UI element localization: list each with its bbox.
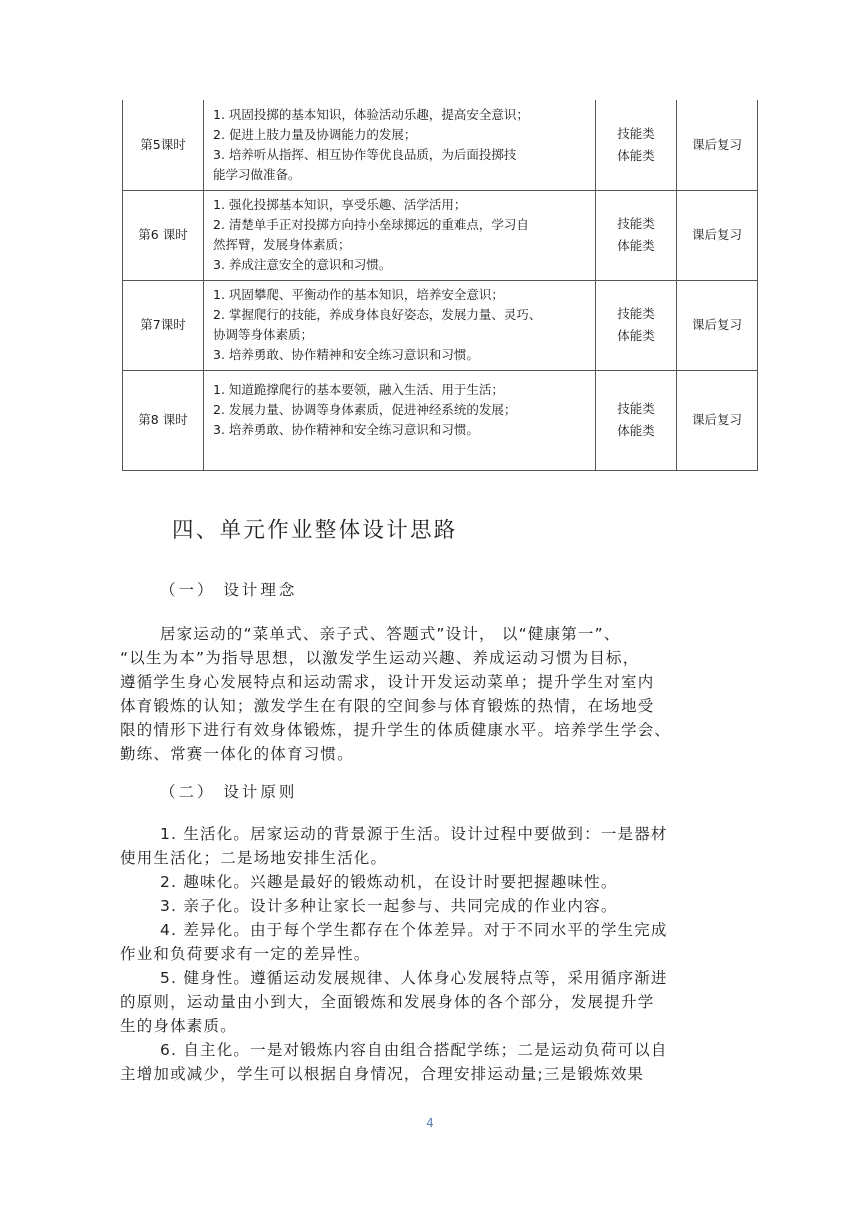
type-label: 体能类 xyxy=(617,328,655,343)
goal-line: 1. 巩固投掷的基本知识，体验活动乐趣，提高安全意识； xyxy=(213,106,529,122)
principle-line: 3. 亲子化。设计多种让家长一起参与、共同完成的作业内容。 xyxy=(160,897,618,915)
paragraph-line: “以生为本”为指导思想，以激发学生运动兴趣、养成运动习惯为目标， xyxy=(120,649,640,667)
goals-cell xyxy=(204,370,596,470)
principle-line: 主增加或减少，学生可以根据自身情况，合理安排运动量;三是锻炼效果 xyxy=(120,1065,645,1083)
type-cell xyxy=(596,370,677,470)
type-label: 技能类 xyxy=(617,401,655,416)
goal-line: 2. 发展力量、协调等身体素质，促进神经系统的发展； xyxy=(213,402,517,417)
paragraph-line: 体育锻炼的认知；激发学生在有限的空间参与体育锻炼的热情，在场地受 xyxy=(120,697,655,715)
goals-cell xyxy=(204,100,596,190)
type-label: 体能类 xyxy=(617,423,655,438)
goal-line xyxy=(213,440,589,460)
principle-line: 4. 差异化。由于每个学生都存在个体差异。对于不同水平的学生完成 xyxy=(160,921,668,939)
lesson-cell: 第8 课时 xyxy=(123,370,204,470)
type-label: 技能类 xyxy=(617,125,655,141)
goal-line: 3. 培养勇敢、协作精神和安全练习意识和习惯。 xyxy=(213,347,479,362)
goal-line: 然挥臂，发展身体素质； xyxy=(213,237,351,252)
paragraph-line: 勤练、常赛一体化的体育习惯。 xyxy=(120,745,354,763)
type-cell xyxy=(596,280,677,370)
type-label: 技能类 xyxy=(617,306,655,321)
design-principles-list xyxy=(120,822,740,1086)
type-label: 技能类 xyxy=(617,216,655,231)
table-row xyxy=(123,280,758,370)
principle-line: 使用生活化；二是场地安排生活化。 xyxy=(120,849,388,867)
table-row xyxy=(123,190,758,280)
homework-cell: 课后复习 xyxy=(677,370,758,470)
homework-cell: 课后复习 xyxy=(677,190,758,280)
goal-line: 1. 巩固攀爬、平衡动作的基本知识，培养安全意识； xyxy=(213,287,504,302)
paragraph-line: 限的情形下进行有效身体锻炼，提升学生的体质健康水平。培养学生学会、 xyxy=(120,721,672,739)
goal-line: 3. 培养勇敢、协作精神和安全练习意识和习惯。 xyxy=(213,422,479,437)
goal-line: 1. 知道跪撑爬行的基本要领，融入生活、用于生活； xyxy=(213,382,504,397)
goals-cell xyxy=(204,280,596,370)
page-number: 4 xyxy=(426,1116,434,1130)
goal-line: 2. 掌握爬行的技能，养成身体良好姿态，发展力量、灵巧、 xyxy=(213,307,542,322)
subheading-design-principles: （二） 设计原则 xyxy=(160,783,298,801)
type-cell xyxy=(596,190,677,280)
lesson-cell: 第7课时 xyxy=(123,280,204,370)
goals-cell xyxy=(204,190,596,280)
principle-line: 2. 趣味化。兴趣是最好的锻炼动机，在设计时要把握趣味性。 xyxy=(160,873,618,891)
lesson-cell: 第6 课时 xyxy=(123,190,204,280)
lesson-table xyxy=(122,100,758,471)
principle-line: 的原则，运动量由小到大，全面锻炼和发展身体的各个部分，发展提升学 xyxy=(120,993,655,1011)
subheading-design-concept: （一） 设计理念 xyxy=(160,581,298,599)
type-cell xyxy=(596,100,677,190)
homework-cell: 课后复习 xyxy=(677,100,758,190)
paragraph-line: 遵循学生身心发展特点和运动需求，设计开发运动菜单；提升学生对室内 xyxy=(120,673,655,691)
principle-line: 6. 自主化。一是对锻炼内容自由组合搭配学练；二是运动负荷可以自 xyxy=(160,1041,668,1059)
table-row xyxy=(123,370,758,470)
goal-line: 2. 促进上肢力量及协调能力的发展； xyxy=(213,126,417,142)
principle-line: 5. 健身性。遵循运动发展规律、人体身心发展特点等，采用循序渐进 xyxy=(160,969,668,987)
type-label: 体能类 xyxy=(617,238,655,253)
type-label: 体能类 xyxy=(617,147,655,163)
design-concept-paragraph xyxy=(120,622,740,766)
goal-line: 3. 培养听从指挥、相互协作等优良品质，为后面投掷技 xyxy=(213,146,517,162)
homework-cell: 课后复习 xyxy=(677,280,758,370)
goal-line: 能学习做准备。 xyxy=(213,166,301,182)
principle-line: 1. 生活化。居家运动的背景源于生活。设计过程中要做到：一是器材 xyxy=(160,825,668,843)
section-heading: 四、单元作业整体设计思路 xyxy=(172,518,458,543)
goal-line: 1. 强化投掷基本知识，享受乐趣、活学活用； xyxy=(213,197,467,212)
table-row xyxy=(123,100,758,190)
paragraph-line: 居家运动的“菜单式、亲子式、答题式”设计， 以“健康第一”、 xyxy=(160,625,621,643)
principle-line: 生的身体素质。 xyxy=(120,1017,237,1035)
lesson-plan-table xyxy=(122,100,740,471)
principle-line: 作业和负荷要求有一定的差异性。 xyxy=(120,945,371,963)
goal-line: 2. 清楚单手正对投掷方向持小垒球掷远的重难点，学习自 xyxy=(213,217,529,232)
goal-line: 协调等身体素质； xyxy=(213,327,314,342)
goal-line: 3. 养成注意安全的意识和习惯。 xyxy=(213,257,392,272)
lesson-cell: 第5课时 xyxy=(123,100,204,190)
